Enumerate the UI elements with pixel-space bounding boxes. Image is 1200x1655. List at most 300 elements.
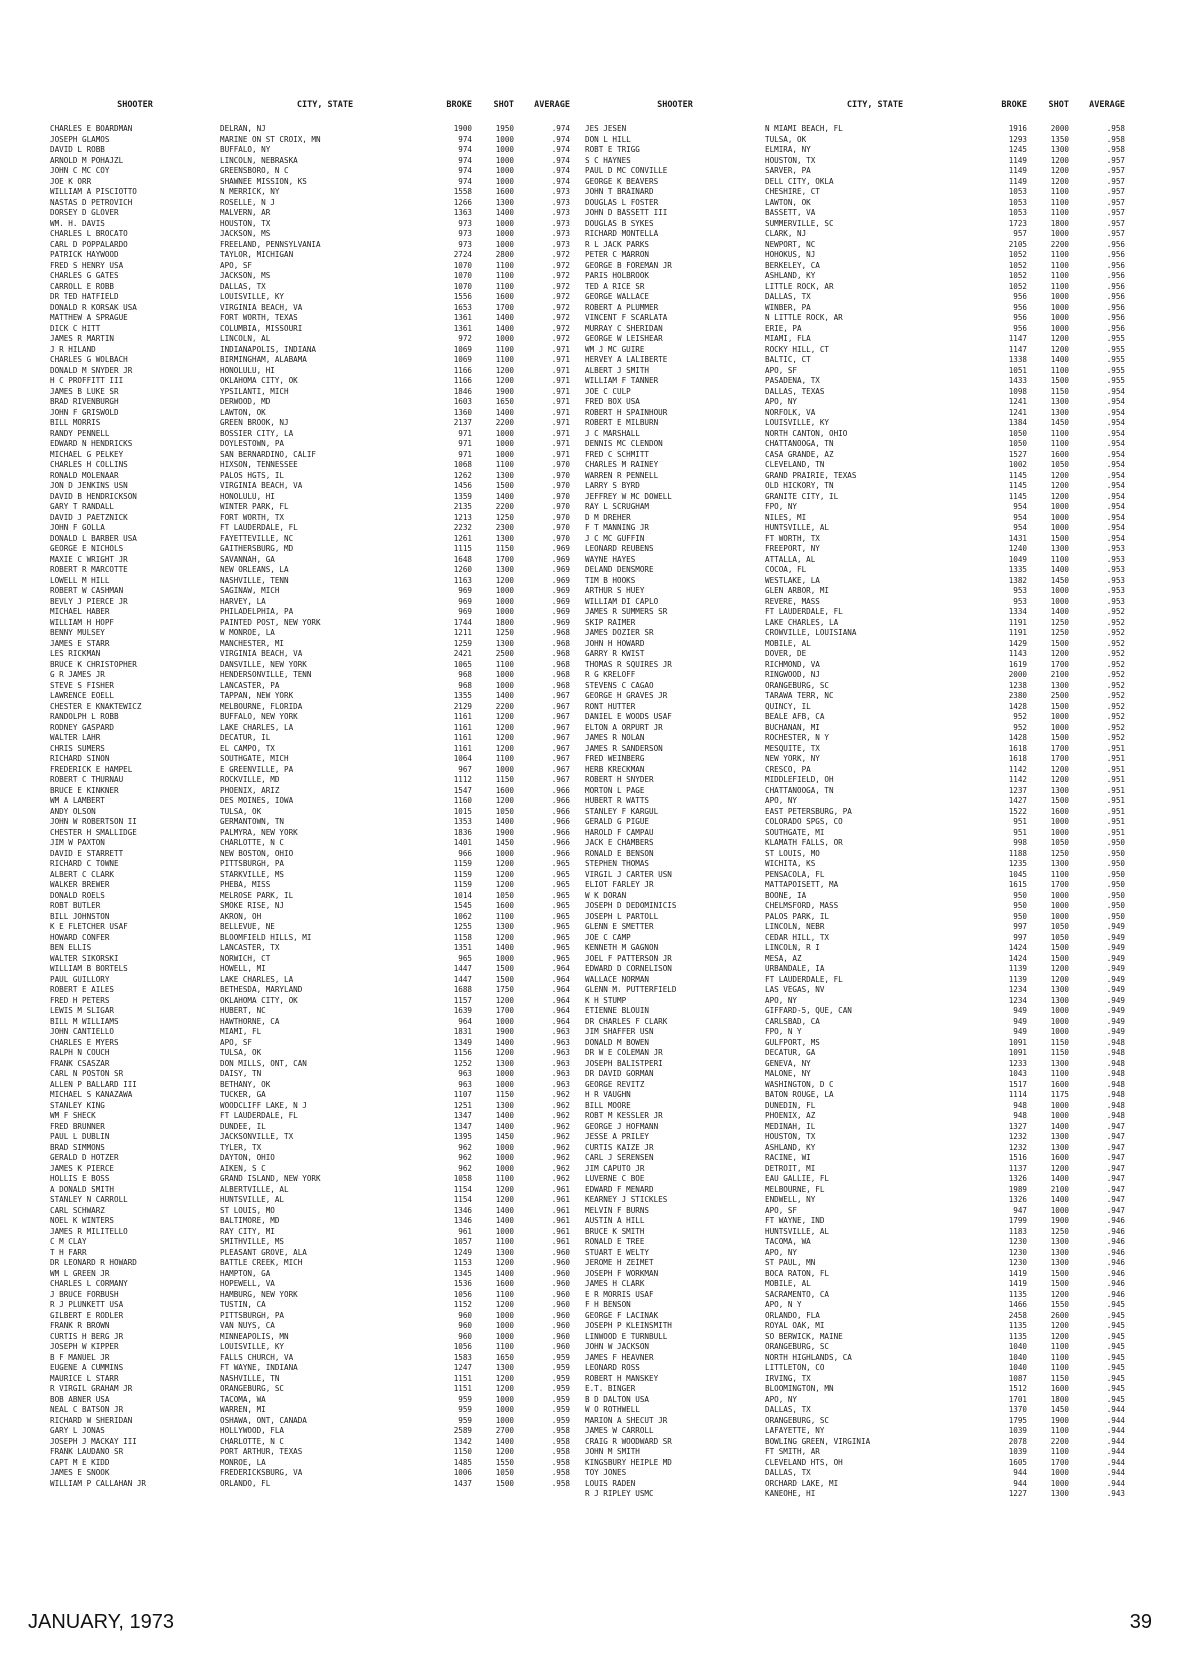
shooter-cell: DAVID B HENDRICKSON bbox=[50, 491, 137, 501]
city-state-cell: FORT WORTH, TEXAS bbox=[220, 313, 298, 322]
broke-cell: 1149 bbox=[1008, 155, 1027, 165]
table-row bbox=[585, 1384, 1145, 1395]
shot-cell: 1600 bbox=[495, 785, 514, 795]
shot-cell: 1250 bbox=[495, 512, 514, 522]
shot-cell: 1500 bbox=[1050, 1268, 1069, 1278]
shooter-cell: DAVID J PAETZNICK bbox=[50, 512, 128, 522]
average-cell: .974 bbox=[551, 166, 570, 175]
average-cell: .970 bbox=[551, 460, 570, 469]
shooter-cell: JOHN W ROBERTSON II bbox=[50, 817, 137, 826]
shooter-cell: FRANK R BROWN bbox=[50, 1321, 110, 1330]
average-cell: .962 bbox=[551, 1153, 570, 1162]
average-cell: .966 bbox=[551, 827, 570, 837]
shot-cell: 1200 bbox=[1050, 1331, 1069, 1341]
header-city: CITY, STATE bbox=[846, 100, 904, 110]
average-cell: .970 bbox=[551, 481, 570, 490]
shooter-cell: LES RICKMAN bbox=[50, 649, 101, 658]
average-cell: .953 bbox=[1106, 554, 1125, 564]
shooter-cell: CHARLES L CORMANY bbox=[50, 1279, 128, 1288]
shooter-cell: JEFFREY W MC DOWELL bbox=[585, 491, 672, 501]
table-row bbox=[585, 250, 1145, 261]
table-row bbox=[585, 1048, 1145, 1059]
table-row bbox=[50, 975, 575, 986]
table-row bbox=[50, 1416, 575, 1427]
shooter-cell: F H BENSON bbox=[585, 1300, 631, 1309]
table-row bbox=[585, 964, 1145, 975]
shot-cell: 1700 bbox=[1050, 880, 1069, 889]
shot-cell: 1500 bbox=[1050, 638, 1069, 648]
city-state-cell: HOWELL, MI bbox=[220, 964, 266, 973]
shooter-cell: DAVID E STARRETT bbox=[50, 848, 124, 858]
broke-cell: 1161 bbox=[453, 722, 472, 732]
broke-cell: 961 bbox=[458, 1226, 472, 1236]
city-state-cell: AKRON, OH bbox=[220, 911, 262, 921]
broke-cell: 1053 bbox=[1008, 197, 1027, 207]
shooter-cell: EDWARD D CORNELISON bbox=[585, 964, 672, 973]
broke-cell: 1437 bbox=[453, 1478, 472, 1488]
average-cell: .950 bbox=[1106, 880, 1125, 889]
city-state-cell: DAISY, TN bbox=[220, 1069, 262, 1078]
city-state-cell: NEW YORK, NY bbox=[765, 754, 820, 763]
broke-cell: 1516 bbox=[1008, 1153, 1027, 1162]
broke-cell: 1069 bbox=[453, 355, 472, 364]
broke-cell: 1183 bbox=[1008, 1226, 1027, 1236]
city-state-cell: NASHVILLE, TN bbox=[220, 1373, 280, 1383]
table-row bbox=[50, 1006, 575, 1017]
table-row bbox=[50, 1311, 575, 1322]
broke-cell: 1517 bbox=[1008, 1079, 1027, 1089]
shooter-cell: E.T. BINGER bbox=[585, 1384, 636, 1393]
table-row bbox=[585, 271, 1145, 282]
shot-cell: 1100 bbox=[495, 754, 514, 763]
shooter-cell: LINWOOD E TURNBULL bbox=[585, 1331, 668, 1341]
broke-cell: 962 bbox=[458, 1153, 472, 1162]
table-row bbox=[50, 1185, 575, 1196]
shooter-cell: JOE K ORR bbox=[50, 176, 92, 186]
broke-cell: 1353 bbox=[453, 817, 472, 826]
shot-cell: 1900 bbox=[495, 386, 514, 396]
city-state-cell: LITTLE ROCK, AR bbox=[765, 281, 834, 291]
broke-cell: 1512 bbox=[1008, 1384, 1027, 1393]
broke-cell: 1466 bbox=[1008, 1300, 1027, 1309]
average-cell: .951 bbox=[1106, 743, 1125, 753]
city-state-cell: HONOLULU, HI bbox=[220, 365, 275, 375]
table-row bbox=[50, 891, 575, 902]
shooter-cell: MURRAY C SHERIDAN bbox=[585, 323, 663, 333]
table-row bbox=[585, 387, 1145, 398]
table-row bbox=[50, 376, 575, 387]
shot-cell: 1000 bbox=[1050, 827, 1069, 837]
shooter-cell: GARRY R KWIST bbox=[585, 649, 645, 658]
shot-cell: 1100 bbox=[1050, 281, 1069, 291]
table-row bbox=[585, 1122, 1145, 1133]
shooter-cell: RONT HUTTER bbox=[585, 701, 636, 711]
shooter-cell: TIM B HOOKS bbox=[585, 575, 636, 585]
table-row bbox=[585, 733, 1145, 744]
shot-cell: 1000 bbox=[1050, 586, 1069, 595]
table-row bbox=[585, 1017, 1145, 1028]
table-row bbox=[585, 555, 1145, 566]
city-state-cell: URBANDALE, IA bbox=[765, 964, 825, 973]
table-row bbox=[50, 1164, 575, 1175]
shooter-cell: HAROLD F CAMPAU bbox=[585, 827, 654, 837]
average-cell: .946 bbox=[1106, 1237, 1125, 1246]
table-row bbox=[50, 481, 575, 492]
shooter-cell: GERALD D HOTZER bbox=[50, 1153, 119, 1162]
shot-cell: 1200 bbox=[1050, 470, 1069, 480]
broke-cell: 948 bbox=[1013, 1111, 1027, 1120]
table-row bbox=[50, 1237, 575, 1248]
city-state-cell: GREENSBORO, N C bbox=[220, 166, 289, 175]
average-cell: .973 bbox=[551, 239, 570, 249]
shooter-cell: CHARLES E BOARDMAN bbox=[50, 124, 133, 133]
broke-cell: 968 bbox=[458, 680, 472, 690]
shot-cell: 1150 bbox=[1050, 1048, 1069, 1057]
city-state-cell: TAPPAN, NEW YORK bbox=[220, 691, 294, 700]
average-cell: .951 bbox=[1106, 785, 1125, 795]
table-row bbox=[585, 492, 1145, 503]
average-cell: .959 bbox=[551, 1352, 570, 1362]
shot-cell: 2600 bbox=[1050, 1310, 1069, 1320]
average-cell: .957 bbox=[1106, 166, 1125, 175]
city-state-cell: APO, SF bbox=[765, 365, 798, 375]
city-state-cell: GIFFARD-5, QUE, CAN bbox=[765, 1006, 852, 1015]
shot-cell: 1400 bbox=[495, 208, 514, 217]
city-state-cell: APO, NY bbox=[765, 1247, 798, 1257]
shooter-cell: RICHARD SINON bbox=[50, 754, 110, 763]
shooter-cell: BEN ELLIS bbox=[50, 943, 92, 952]
city-state-cell: TAYLOR, MICHIGAN bbox=[220, 250, 294, 259]
broke-cell: 1447 bbox=[453, 964, 472, 973]
average-cell: .952 bbox=[1106, 617, 1125, 627]
broke-cell: 1188 bbox=[1008, 848, 1027, 858]
shot-cell: 1400 bbox=[1050, 565, 1069, 574]
broke-cell: 2724 bbox=[453, 250, 472, 259]
average-cell: .952 bbox=[1106, 722, 1125, 732]
table-row bbox=[50, 1216, 575, 1227]
shot-cell: 1000 bbox=[1050, 292, 1069, 301]
shot-cell: 2200 bbox=[495, 502, 514, 511]
broke-cell: 1618 bbox=[1008, 754, 1027, 763]
broke-cell: 950 bbox=[1013, 890, 1027, 900]
shot-cell: 1200 bbox=[1050, 764, 1069, 774]
city-state-cell: LAFAYETTE, NY bbox=[765, 1426, 825, 1435]
right-table-body bbox=[585, 124, 1145, 1500]
table-row bbox=[585, 849, 1145, 860]
broke-cell: 1050 bbox=[1008, 428, 1027, 438]
shooter-cell: CARROLL E ROBB bbox=[50, 281, 115, 291]
header-average: AVERAGE bbox=[534, 100, 570, 110]
average-cell: .954 bbox=[1106, 397, 1125, 406]
broke-cell: 1159 bbox=[453, 869, 472, 879]
broke-cell: 956 bbox=[1013, 302, 1027, 312]
city-state-cell: NEWPORT, NC bbox=[765, 239, 816, 249]
city-state-cell: APO, SF bbox=[765, 1205, 798, 1215]
shooter-cell: TOY JONES bbox=[585, 1468, 627, 1477]
table-row bbox=[50, 1468, 575, 1479]
shot-cell: 1600 bbox=[495, 292, 514, 301]
table-row bbox=[50, 177, 575, 188]
shooter-cell: VIRGIL J CARTER USN bbox=[585, 869, 672, 879]
shooter-cell: ROBERT E AILES bbox=[50, 985, 115, 994]
table-row bbox=[50, 1059, 575, 1070]
broke-cell: 974 bbox=[458, 166, 472, 175]
shot-cell: 1200 bbox=[495, 1048, 514, 1057]
city-state-cell: WESTLAKE, LA bbox=[765, 575, 820, 585]
average-cell: .953 bbox=[1106, 544, 1125, 553]
average-cell: .962 bbox=[551, 1090, 570, 1099]
table-row bbox=[585, 576, 1145, 587]
shot-cell: 1200 bbox=[495, 733, 514, 742]
broke-cell: 1846 bbox=[453, 386, 472, 396]
city-state-cell: SMITHVILLE, MS bbox=[220, 1237, 285, 1246]
city-state-cell: TACOMA, WA bbox=[220, 1394, 266, 1404]
average-cell: .952 bbox=[1106, 659, 1125, 669]
footer-date: JANUARY, 1973 bbox=[28, 1611, 175, 1633]
table-row bbox=[50, 1458, 575, 1469]
table-row bbox=[50, 922, 575, 933]
average-cell: .947 bbox=[1106, 1132, 1125, 1141]
shooter-cell: ALBERT C CLARK bbox=[50, 869, 115, 879]
shot-cell: 1000 bbox=[495, 1142, 514, 1152]
shot-cell: 1000 bbox=[495, 218, 514, 228]
city-state-cell: ROYAL OAK, MI bbox=[765, 1321, 825, 1330]
broke-cell: 1070 bbox=[453, 260, 472, 270]
average-cell: .971 bbox=[551, 407, 570, 417]
shot-cell: 1350 bbox=[1050, 134, 1069, 144]
table-row bbox=[585, 544, 1145, 555]
broke-cell: 963 bbox=[458, 1079, 472, 1089]
city-state-cell: LAWTON, OK bbox=[220, 407, 266, 417]
shooter-cell: WILLIAM H HOPF bbox=[50, 617, 115, 627]
broke-cell: 997 bbox=[1013, 922, 1027, 931]
average-cell: .954 bbox=[1106, 407, 1125, 417]
average-cell: .971 bbox=[551, 344, 570, 354]
city-state-cell: N MERRICK, NY bbox=[220, 187, 280, 196]
header-average: AVERAGE bbox=[1089, 100, 1125, 110]
shooter-cell: WALLACE NORMAN bbox=[585, 974, 650, 984]
table-row bbox=[585, 681, 1145, 692]
table-row bbox=[585, 1311, 1145, 1322]
city-state-cell: BUCHANAN, MI bbox=[765, 722, 820, 732]
broke-cell: 949 bbox=[1013, 1006, 1027, 1015]
table-row bbox=[585, 1080, 1145, 1091]
average-cell: .954 bbox=[1106, 386, 1125, 396]
shot-cell: 1200 bbox=[1050, 166, 1069, 175]
shot-cell: 1400 bbox=[495, 1205, 514, 1215]
table-row bbox=[585, 460, 1145, 471]
city-state-cell: RICHMOND, VA bbox=[765, 659, 820, 669]
shot-cell: 1800 bbox=[495, 617, 514, 627]
average-cell: .963 bbox=[551, 1037, 570, 1047]
city-state-cell: CHATTANOOGA, TN bbox=[765, 785, 834, 795]
city-state-cell: TARAWA TERR, NC bbox=[765, 691, 834, 700]
broke-cell: 1255 bbox=[453, 922, 472, 931]
table-row bbox=[50, 261, 575, 272]
city-state-cell: SHAWNEE MISSION, KS bbox=[220, 176, 307, 186]
shooter-cell: RICHARD W SHERIDAN bbox=[50, 1415, 133, 1425]
shot-cell: 1100 bbox=[1050, 1352, 1069, 1362]
table-row bbox=[585, 1111, 1145, 1122]
broke-cell: 1744 bbox=[453, 617, 472, 627]
city-state-cell: LITTLETON, CO bbox=[765, 1363, 825, 1372]
table-row bbox=[50, 166, 575, 177]
shooter-cell: ROBERT A PLUMMER bbox=[585, 302, 659, 312]
broke-cell: 1583 bbox=[453, 1352, 472, 1362]
shooter-cell: NEAL C BATSON JR bbox=[50, 1405, 124, 1414]
table-row bbox=[50, 271, 575, 282]
city-state-cell: FALLS CHURCH, VA bbox=[220, 1352, 294, 1362]
city-state-cell: NASHVILLE, TENN bbox=[220, 575, 289, 585]
shot-cell: 1900 bbox=[495, 1027, 514, 1036]
shot-cell: 1100 bbox=[495, 281, 514, 291]
city-state-cell: DES MOINES, IOWA bbox=[220, 796, 294, 805]
shot-cell: 1150 bbox=[495, 1090, 514, 1099]
average-cell: .952 bbox=[1106, 670, 1125, 679]
broke-cell: 1230 bbox=[1008, 1237, 1027, 1246]
city-state-cell: GRANITE CITY, IL bbox=[765, 491, 839, 501]
table-row bbox=[585, 597, 1145, 608]
table-row bbox=[585, 649, 1145, 660]
shot-cell: 1250 bbox=[1050, 617, 1069, 627]
broke-cell: 1191 bbox=[1008, 628, 1027, 637]
city-state-cell: SAN BERNARDINO, CALIF bbox=[220, 449, 317, 459]
shot-cell: 1400 bbox=[1050, 355, 1069, 364]
city-state-cell: QUINCY, IL bbox=[765, 701, 811, 711]
broke-cell: 974 bbox=[458, 134, 472, 144]
shot-cell: 1500 bbox=[1050, 701, 1069, 711]
broke-cell: 956 bbox=[1013, 323, 1027, 333]
broke-cell: 2135 bbox=[453, 502, 472, 511]
shot-cell: 2100 bbox=[1050, 1184, 1069, 1194]
shooter-cell: GARY T RANDALL bbox=[50, 502, 115, 511]
average-cell: .956 bbox=[1106, 292, 1125, 301]
broke-cell: 951 bbox=[1013, 827, 1027, 837]
shooter-cell: ROBERT E MILBURN bbox=[585, 418, 659, 427]
average-cell: .974 bbox=[551, 124, 570, 133]
shooter-cell: RONALD E TREE bbox=[585, 1237, 645, 1246]
shot-cell: 1000 bbox=[1050, 1006, 1069, 1015]
average-cell: .960 bbox=[551, 1268, 570, 1278]
broke-cell: 1154 bbox=[453, 1195, 472, 1204]
city-state-cell: FAYETTEVILLE, NC bbox=[220, 533, 294, 543]
average-cell: .958 bbox=[551, 1447, 570, 1456]
city-state-cell: RINGWOOD, NJ bbox=[765, 670, 820, 679]
shooter-cell: MELVIN F BURNS bbox=[585, 1205, 650, 1215]
shooter-cell: GARY L JONAS bbox=[50, 1426, 105, 1435]
broke-cell: 952 bbox=[1013, 712, 1027, 721]
broke-cell: 1603 bbox=[453, 397, 472, 406]
shot-cell: 1300 bbox=[1050, 680, 1069, 690]
table-row bbox=[50, 1132, 575, 1143]
broke-cell: 1238 bbox=[1008, 680, 1027, 690]
shot-cell: 2300 bbox=[495, 523, 514, 532]
shooter-cell: DELAND DENSMORE bbox=[585, 565, 654, 574]
shooter-cell: ROBERT C THURNAU bbox=[50, 775, 124, 784]
table-row bbox=[585, 1395, 1145, 1406]
city-state-cell: HOLLYWOOD, FLA bbox=[220, 1426, 285, 1435]
city-state-cell: MIAMI, FL bbox=[220, 1027, 262, 1036]
broke-cell: 1326 bbox=[1008, 1174, 1027, 1183]
shooter-cell: JOSEPH P KLEINSMITH bbox=[585, 1321, 672, 1330]
average-cell: .970 bbox=[551, 533, 570, 543]
table-row bbox=[50, 744, 575, 755]
shooter-cell: GEORGE REVITZ bbox=[585, 1079, 645, 1089]
shooter-cell: RAY L SCRUGHAM bbox=[585, 502, 650, 511]
shot-cell: 1400 bbox=[495, 691, 514, 700]
average-cell: .947 bbox=[1106, 1205, 1125, 1215]
table-row bbox=[50, 691, 575, 702]
shot-cell: 1900 bbox=[495, 827, 514, 837]
table-row bbox=[50, 229, 575, 240]
table-row bbox=[50, 1426, 575, 1437]
city-state-cell: LAKE CHARLES, LA bbox=[220, 974, 294, 984]
city-state-cell: BOCA RATON, FL bbox=[765, 1268, 830, 1278]
city-state-cell: ST PAUL, MN bbox=[765, 1258, 816, 1267]
table-row bbox=[50, 208, 575, 219]
city-state-cell: GULFPORT, MS bbox=[765, 1037, 820, 1047]
average-cell: .945 bbox=[1106, 1310, 1125, 1320]
shot-cell: 1500 bbox=[495, 964, 514, 973]
average-cell: .959 bbox=[551, 1394, 570, 1404]
shot-cell: 1400 bbox=[495, 1121, 514, 1131]
average-cell: .973 bbox=[551, 208, 570, 217]
average-cell: .966 bbox=[551, 796, 570, 805]
average-cell: .955 bbox=[1106, 365, 1125, 375]
table-row bbox=[585, 313, 1145, 324]
city-state-cell: SARVER, PA bbox=[765, 166, 811, 175]
city-state-cell: LOUISVILLE, KY bbox=[220, 1342, 285, 1351]
broke-cell: 1135 bbox=[1008, 1331, 1027, 1341]
shot-cell: 1100 bbox=[1050, 1363, 1069, 1372]
average-cell: .949 bbox=[1106, 932, 1125, 942]
city-state-cell: TUCKER, GA bbox=[220, 1090, 266, 1099]
table-row bbox=[50, 723, 575, 734]
broke-cell: 1536 bbox=[453, 1279, 472, 1288]
table-row bbox=[585, 565, 1145, 576]
shooter-cell: DANIEL E WOODS USAF bbox=[585, 712, 672, 721]
shot-cell: 1100 bbox=[495, 1237, 514, 1246]
table-row bbox=[50, 523, 575, 534]
shooter-cell: GERALD G PIGUE bbox=[585, 817, 650, 826]
city-state-cell: FPO, NY bbox=[765, 502, 798, 511]
broke-cell: 1245 bbox=[1008, 145, 1027, 154]
shooter-cell: BILL JOHNSTON bbox=[50, 911, 110, 921]
table-row bbox=[50, 1038, 575, 1049]
average-cell: .968 bbox=[551, 680, 570, 690]
city-state-cell: JACKSONVILLE, TX bbox=[220, 1132, 294, 1141]
left-column bbox=[50, 98, 575, 1489]
shooter-cell: JOEL F PATTERSON JR bbox=[585, 953, 672, 963]
broke-cell: 1114 bbox=[1008, 1090, 1027, 1099]
broke-cell: 1338 bbox=[1008, 355, 1027, 364]
table-row bbox=[50, 1290, 575, 1301]
broke-cell: 972 bbox=[458, 334, 472, 343]
table-row bbox=[585, 786, 1145, 797]
city-state-cell: MALONE, NY bbox=[765, 1069, 811, 1078]
broke-cell: 1619 bbox=[1008, 659, 1027, 669]
shot-cell: 1200 bbox=[1050, 974, 1069, 984]
city-state-cell: E GREENVILLE, PA bbox=[220, 764, 294, 774]
average-cell: .957 bbox=[1106, 155, 1125, 165]
city-state-cell: WINTER PARK, FL bbox=[220, 502, 289, 511]
broke-cell: 1161 bbox=[453, 733, 472, 742]
shot-cell: 1050 bbox=[1050, 460, 1069, 469]
broke-cell: 1039 bbox=[1008, 1426, 1027, 1435]
average-cell: .972 bbox=[551, 250, 570, 259]
broke-cell: 965 bbox=[458, 953, 472, 963]
table-row bbox=[50, 156, 575, 167]
